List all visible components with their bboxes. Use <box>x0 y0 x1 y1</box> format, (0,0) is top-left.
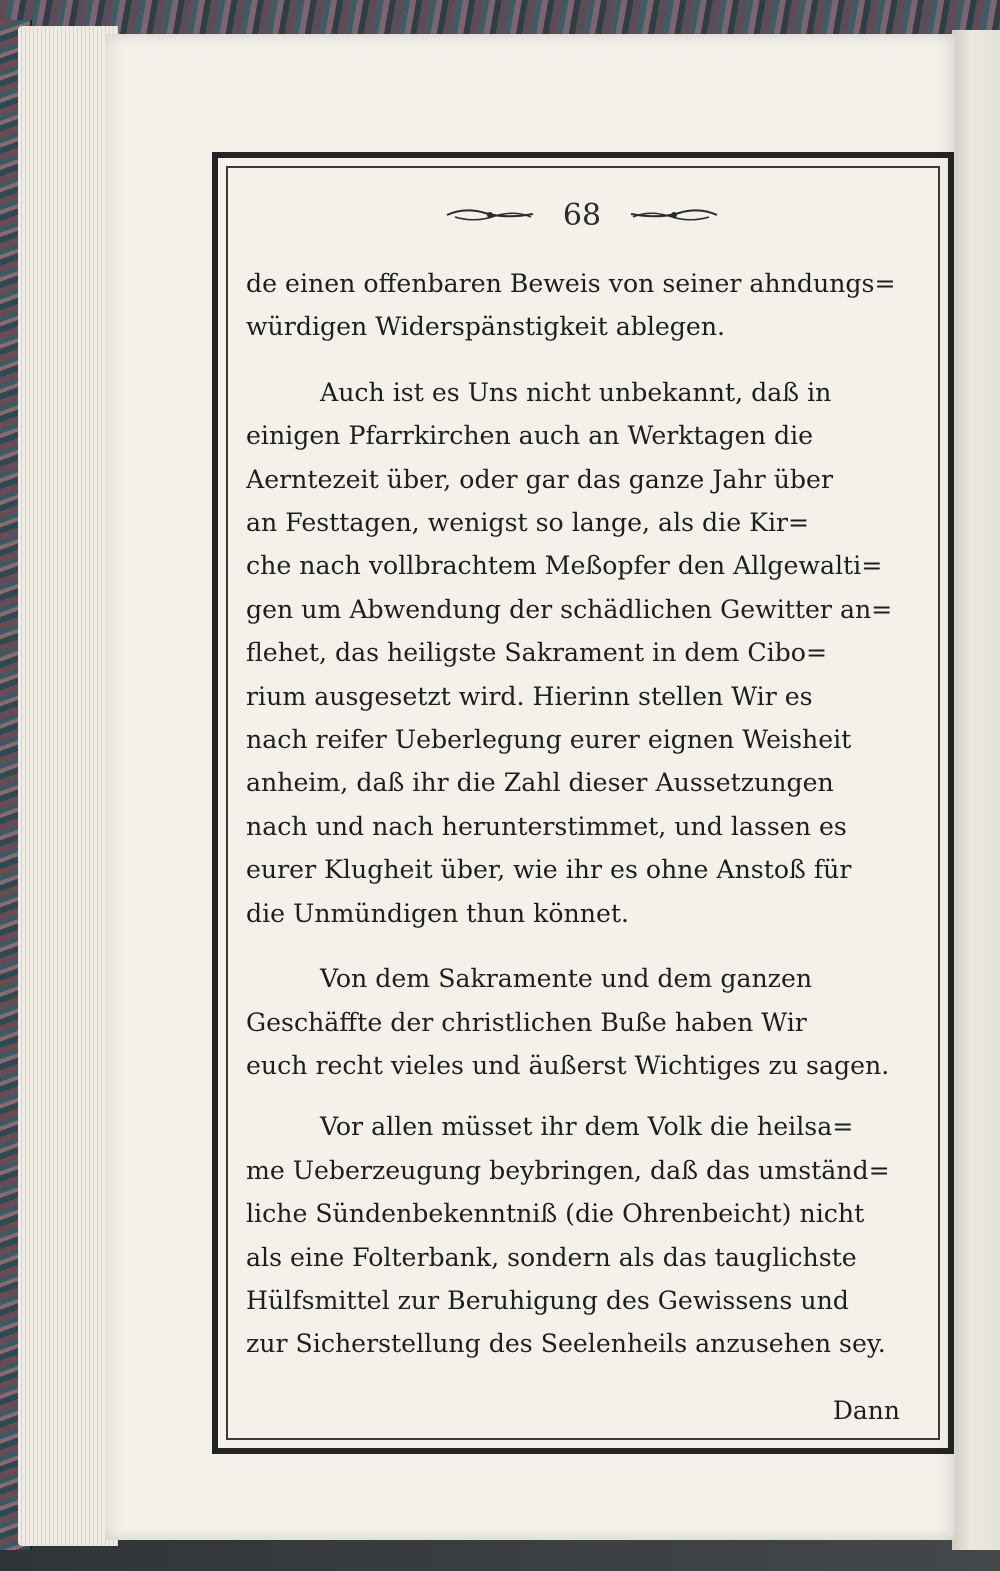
text-line: als eine Folterbank, sondern als das tauglichste <box>246 1242 857 1272</box>
text-line: me Ueberzeugung beybringen, daß das umständ= <box>246 1155 890 1185</box>
text-line: Geschäffte der christlichen Buße haben Wir <box>246 1007 807 1037</box>
text-line: eurer Klugheit über, wie ihr es ohne Anstoß für <box>246 855 852 885</box>
text-line: die Unmündigen thun könnet. <box>246 898 630 928</box>
text-line: Von dem Sakramente und dem ganzen <box>320 964 813 994</box>
text-line: euch recht vieles und äußerst Wichtiges zu sagen. <box>246 1050 890 1080</box>
paragraph-1 <box>246 262 932 349</box>
paragraph-3 <box>246 957 932 1087</box>
text-line: che nach vollbrachtem Meßopfer den Allgewalti= <box>246 551 883 581</box>
text-line: würdigen Widerspänstigkeit ablegen. <box>246 312 726 342</box>
page-text <box>246 262 932 1366</box>
text-line: Aerntezeit über, oder gar das ganze Jahr über <box>246 464 833 494</box>
text-line: rium ausgesetzt wird. Hierinn stellen Wir es <box>246 681 813 711</box>
left-ornament-icon <box>445 205 535 225</box>
page-header <box>232 190 932 240</box>
text-line: an Festtagen, wenigst so lange, als die Kir= <box>246 508 810 538</box>
text-line: nach reifer Ueberlegung eurer eignen Weisheit <box>246 725 852 755</box>
text-line: gen um Abwendung der schädlichen Gewitter an= <box>246 594 893 624</box>
catchword: Dann <box>832 1396 900 1425</box>
text-line: Hülfsmittel zur Beruhigung des Gewissens und <box>246 1285 849 1315</box>
text-line: zur Sicherstellung des Seelenheils anzusehen sey. <box>246 1329 886 1359</box>
right-ornament-icon <box>629 205 719 225</box>
text-line: Auch ist es Uns nicht unbekannt, daß in <box>320 377 832 407</box>
page-number: 68 <box>562 197 602 233</box>
text-line: Vor allen müsset ihr dem Volk die heilsa= <box>320 1112 854 1142</box>
text-line: nach und nach herunterstimmet, und lassen es <box>246 811 847 841</box>
text-line: liche Sündenbekenntniß (die Ohrenbeicht) nicht <box>246 1199 865 1229</box>
page-edge-stack <box>18 26 118 1546</box>
text-line: de einen offenbaren Beweis von seiner ahndungs= <box>246 269 896 298</box>
paragraph-2 <box>246 371 932 935</box>
text-line: flehet, das heiligste Sakrament in dem Cibo= <box>246 638 828 668</box>
text-line: einigen Pfarrkirchen auch an Werktagen die <box>246 421 814 451</box>
text-line: anheim, daß ihr die Zahl dieser Aussetzungen <box>246 768 834 798</box>
facing-page-edge <box>952 30 1000 1550</box>
paragraph-4 <box>246 1105 932 1365</box>
